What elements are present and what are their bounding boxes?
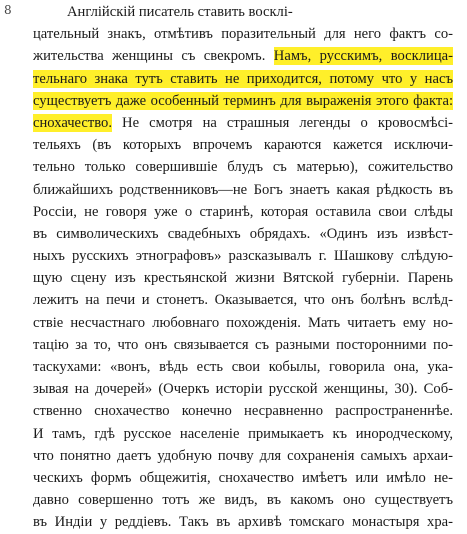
text-line [33, 134, 453, 156]
text-segment: тацію за то, что онъ связывается съ разными посторонними по- [33, 336, 453, 353]
text-segment: зывая на дочерей» (Очеркъ исторіи русской женщины, 30). Соб- [33, 381, 453, 398]
text-line [33, 112, 453, 134]
text-line [33, 90, 453, 112]
text-segment: давно совершенно тотъ же видъ, въ какомъ оно существуетъ [33, 492, 453, 509]
text-segment: въ Индіи у реддіевъ. Такъ въ архивѣ томскаго монастыря хра- [33, 514, 453, 531]
text-segment: тельно только совершившіе блудъ съ матерью), сожительство [33, 159, 453, 176]
highlighted-text: существуетъ даже особенный терминъ для выраженія этого факта: [33, 92, 453, 109]
text-segment: ственно снохачество конечно несравненно распространеннѣе. [33, 403, 453, 420]
text-segment: ствіе несчастнаго любовнаго похожденія. Мать читаетъ ему но- [33, 314, 453, 331]
text-segment: лежитъ на печи и стонетъ. Оказывается, что онъ болѣнъ вслѣд- [33, 292, 453, 309]
body-text [33, 1, 453, 534]
text-line [33, 1, 453, 23]
text-line [33, 245, 453, 267]
text-segment: ближайшихъ родственниковъ—не Богъ знаетъ какая рѣдкость въ [33, 181, 453, 198]
text-segment: таскухами: «вонъ, вѣдь есть свои кобылы, говорила она, ука- [33, 359, 453, 375]
text-line [33, 378, 453, 400]
text-segment: что понятно даетъ удобную почву для сохраненія самыхъ архаи- [33, 447, 453, 464]
text-segment: ныхъ русскихъ этнографовъ» разсказывалъ г. Шашкову слѣдую- [33, 248, 453, 265]
text-segment: Россіи, не говоря уже о старинѣ, которая оставила свои слѣды [33, 203, 453, 220]
text-segment: цательный знакъ, отмѣтивъ поразительный для него фактъ со- [33, 26, 453, 43]
text-line [33, 445, 453, 467]
text-line [33, 201, 453, 223]
text-line [33, 334, 453, 356]
text-segment: въ символическихъ свадебныхъ обрядахъ. «Одинъ изъ извѣст- [33, 225, 454, 242]
text-line [33, 179, 453, 201]
text-segment: щую сцену изъ крестьянской жизни Вятской губерніи. Парень [33, 270, 453, 287]
text-line [33, 312, 453, 334]
text-line [33, 267, 453, 289]
text-line [33, 23, 453, 45]
text-segment: жительства женщины съ свекромъ. [33, 48, 274, 65]
text-segment: Англійскій писатель ставить восклі- [67, 4, 293, 20]
text-line [33, 489, 453, 511]
text-line [33, 156, 453, 178]
text-segment: Не смотря на страшныя легенды о кровосмѣсі- [112, 114, 453, 131]
text-segment: ческихъ формъ общежитія, снохачество имѣетъ или имѣло не- [33, 469, 453, 486]
highlighted-text: снохачество. [33, 114, 112, 131]
text-line [33, 467, 453, 489]
highlighted-text: тельнаго знака тутъ ставить не приходится, потому что у насъ [33, 70, 453, 87]
margin-mark: 8 [4, 3, 12, 17]
text-line [33, 400, 453, 422]
text-line [33, 511, 453, 533]
text-segment: тельяхъ (въ которыхъ впрочемъ караются кажется исключи- [33, 137, 453, 154]
highlighted-text: Намъ, русскимъ, восклица- [273, 48, 453, 65]
text-line [33, 423, 453, 445]
text-line [33, 223, 453, 245]
text-line [33, 289, 453, 311]
text-line [33, 356, 453, 378]
text-segment: И тамъ, гдѣ русское населеніе примыкаетъ къ инородческому, [33, 425, 453, 442]
text-line [33, 45, 453, 67]
text-line [33, 68, 453, 90]
